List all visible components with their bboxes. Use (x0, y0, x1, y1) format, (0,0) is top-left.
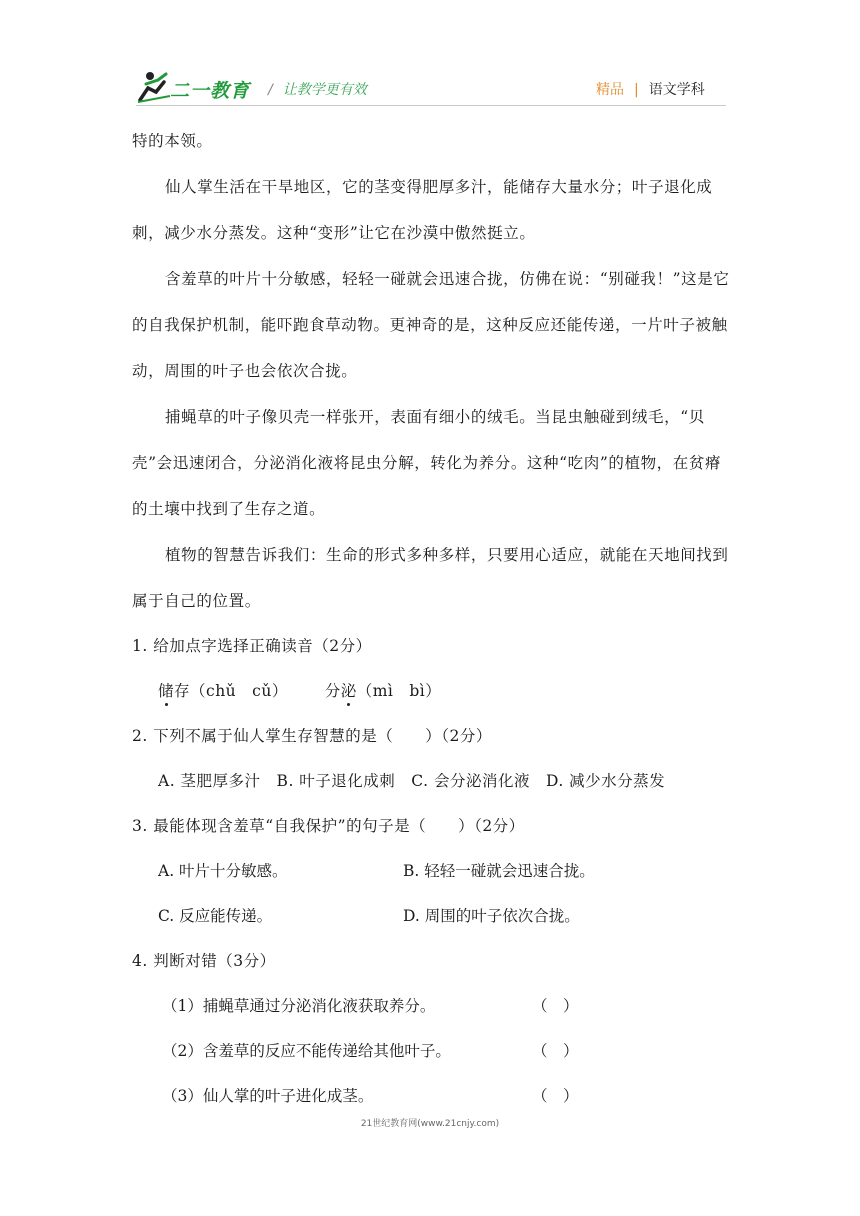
question-4-title: 4. 判断对错（3分） (132, 952, 276, 970)
question-3-title: 3. 最能体现含羞草“自我保护”的句子是（ ）（2分） (132, 817, 525, 835)
tf-statement: （3）仙人掌的叶子进化成茎。 (162, 1087, 374, 1105)
passage-paragraph-flytrap: 捕蝇草的叶子像贝壳一样张开，表面有细小的绒毛。当昆虫触碰到绒毛，“贝壳”会迅速闭合，分泌消化液将昆虫分解，转化为养分。这种“吃肉”的植物，在贫瘠的土壤中找到了生存之道。 (132, 408, 722, 518)
true-false-item (132, 1074, 732, 1119)
dotted-char: 泌 (340, 682, 357, 700)
option-b: B. 轻轻一碰就会迅速合拢。 (403, 862, 595, 880)
slogan-text: 让教学更有效 (282, 82, 367, 98)
quality-tag: 精品 (596, 82, 624, 98)
brand-name: 二一教育 (170, 80, 251, 102)
tf-statement: （2）含羞草的反应不能传递给其他叶子。 (162, 1042, 451, 1060)
question-3-options-row1 (132, 849, 732, 894)
dotted-char: 储 (158, 682, 175, 700)
tf-statement: （1）捕蝇草通过分泌消化液获取养分。 (162, 997, 436, 1015)
subject-tag: 语文学科 (648, 82, 705, 98)
question-1-body (132, 669, 732, 714)
page-footer: 21世纪教育网(www.21cnjy.com) (360, 1119, 500, 1129)
option-d: D. 周围的叶子依次合拢。 (403, 907, 580, 925)
tf-blank: （ ） (532, 1087, 579, 1105)
q1-word2-rest: （mì bì） (356, 682, 442, 700)
tag-separator: | (634, 82, 639, 98)
tf-blank: （ ） (532, 997, 579, 1015)
tf-blank: （ ） (532, 1042, 579, 1060)
passage-paragraph-mimosa: 含羞草的叶片十分敏感，轻轻一碰就会迅速合拢，仿佛在说：“别碰我！”这是它的自我保护机制，能吓跑食草动物。更神奇的是，这种反应还能传递，一片叶子被触动，周围的叶子也会依次合拢。 (132, 270, 730, 380)
option-c: C. 反应能传递。 (158, 907, 273, 925)
document-body (132, 118, 732, 1119)
question-3-options-row2 (132, 894, 732, 939)
header-tag (596, 79, 705, 99)
slogan (268, 79, 367, 99)
question-2-title: 2. 下列不属于仙人掌生存智慧的是（ ）（2分） (132, 727, 492, 745)
true-false-item (132, 1029, 732, 1074)
passage-paragraph-0: 特的本领。 (132, 132, 213, 150)
true-false-item (132, 984, 732, 1029)
question-2-options: A. 茎肥厚多汁 B. 叶子退化成刺 C. 会分泌消化液 D. 减少水分蒸发 (158, 772, 666, 790)
q1-word2-pre: 分 (324, 682, 341, 700)
header-divider (136, 105, 726, 106)
passage-paragraph-cactus: 仙人掌生活在干旱地区，它的茎变得肥厚多汁，能储存大量水分；叶子退化成刺，减少水分蒸发。这种“变形”让它在沙漠中傲然挺立。 (132, 178, 713, 242)
slash-divider: / (268, 82, 273, 98)
q1-word1-rest: 存（chǔ cǔ） (174, 682, 288, 700)
question-1-title: 1. 给加点字选择正确读音（2分） (132, 637, 372, 655)
option-a: A. 叶片十分敏感。 (158, 862, 288, 880)
passage-paragraph-conclusion: 植物的智慧告诉我们：生命的形式多种多样，只要用心适应，就能在天地间找到属于自己的位置。 (132, 546, 729, 610)
page-header (0, 0, 860, 112)
